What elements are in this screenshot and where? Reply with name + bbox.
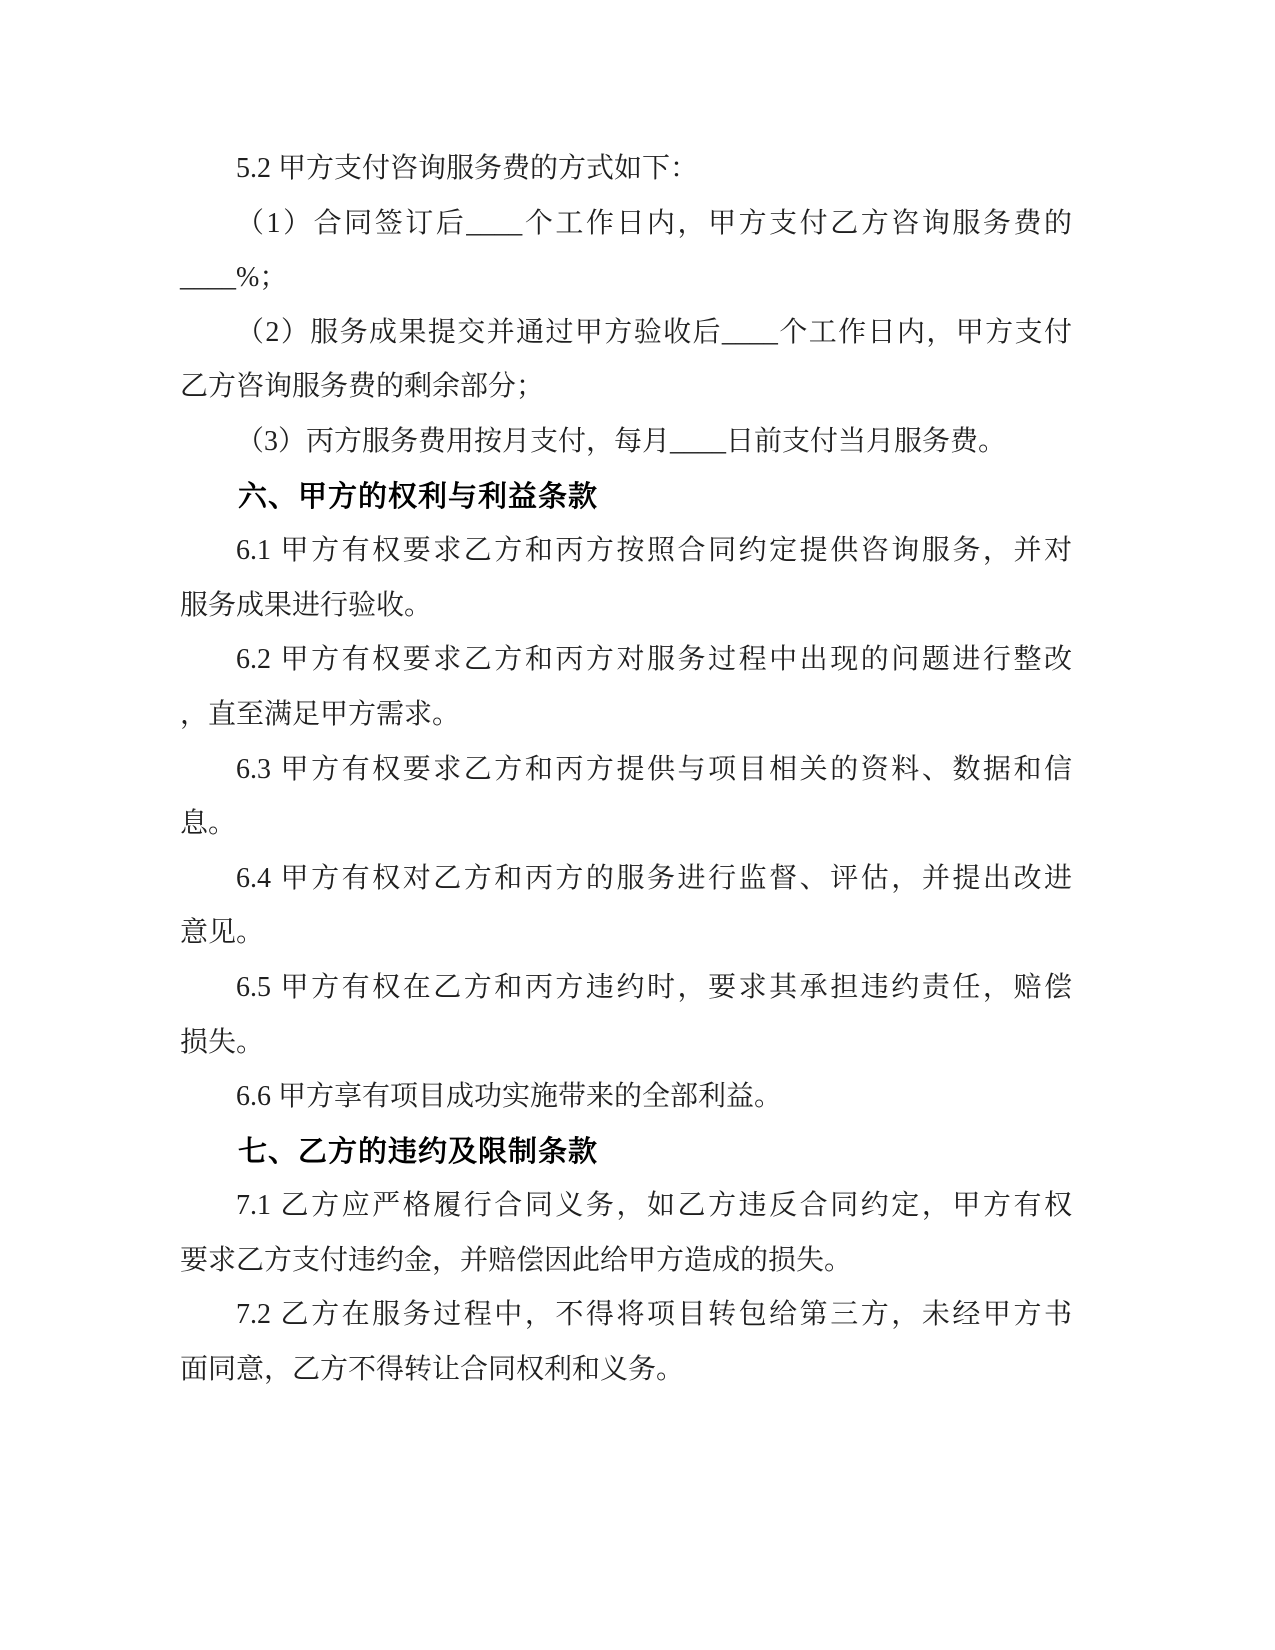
clause-6-2 <box>180 633 1072 742</box>
text-line: （3）丙方服务费用按月支付，每月____日前支付当月服务费。 <box>236 425 1007 457</box>
text-line: ，直至满足甲方需求。 <box>180 698 461 730</box>
text-line: （1）合同签订后____个工作日内，甲方支付乙方咨询服务费的 <box>236 207 1072 239</box>
text-line: 6.6 甲方享有项目成功实施带来的全部利益。 <box>236 1081 783 1113</box>
text-line: 乙方咨询服务费的剩余部分； <box>180 371 545 403</box>
text-line: 意见。 <box>180 917 265 949</box>
clause-5-2-item-1 <box>180 197 1072 306</box>
section-7-heading <box>180 1125 1072 1180</box>
clause-6-3 <box>180 743 1072 852</box>
clause-5-2 <box>180 142 1072 197</box>
text-line: 6.4 甲方有权对乙方和丙方的服务进行监督、评估，并提出改进 <box>236 862 1072 894</box>
clause-6-1 <box>180 524 1072 633</box>
clause-5-2-item-2 <box>180 306 1072 415</box>
clause-6-5 <box>180 961 1072 1070</box>
text-line: 服务成果进行验收。 <box>180 589 433 621</box>
clause-7-2 <box>180 1288 1072 1397</box>
text-line: 6.2 甲方有权要求乙方和丙方对服务过程中出现的问题进行整改 <box>236 644 1072 676</box>
text-line: 7.1 乙方应严格履行合同义务，如乙方违反合同约定，甲方有权 <box>236 1190 1072 1222</box>
text-line: （2）服务成果提交并通过甲方验收后____个工作日内，甲方支付 <box>236 316 1072 348</box>
contract-body <box>180 142 1072 1398</box>
text-line: 5.2 甲方支付咨询服务费的方式如下： <box>236 153 699 184</box>
clause-6-4 <box>180 852 1072 961</box>
heading-line: 六、甲方的权利与利益条款 <box>238 480 599 513</box>
text-line: 6.3 甲方有权要求乙方和丙方提供与项目相关的资料、数据和信 <box>236 753 1072 785</box>
heading-line: 七、乙方的违约及限制条款 <box>238 1135 599 1168</box>
text-line: ____%； <box>180 262 288 294</box>
text-line: 6.1 甲方有权要求乙方和丙方按照合同约定提供咨询服务，并对 <box>236 535 1072 567</box>
text-line: 6.5 甲方有权在乙方和丙方违约时，要求其承担违约责任，赔偿 <box>236 971 1072 1003</box>
clause-5-2-item-3 <box>180 415 1072 470</box>
text-line: 面同意，乙方不得转让合同权利和义务。 <box>180 1354 685 1386</box>
text-line: 要求乙方支付违约金，并赔偿因此给甲方造成的损失。 <box>180 1244 853 1276</box>
section-6-heading <box>180 470 1072 525</box>
clause-6-6 <box>180 1070 1072 1125</box>
clause-7-1 <box>180 1179 1072 1288</box>
text-line: 7.2 乙方在服务过程中，不得将项目转包给第三方，未经甲方书 <box>236 1299 1072 1331</box>
text-line: 损失。 <box>180 1026 265 1058</box>
text-line: 息。 <box>180 808 237 840</box>
